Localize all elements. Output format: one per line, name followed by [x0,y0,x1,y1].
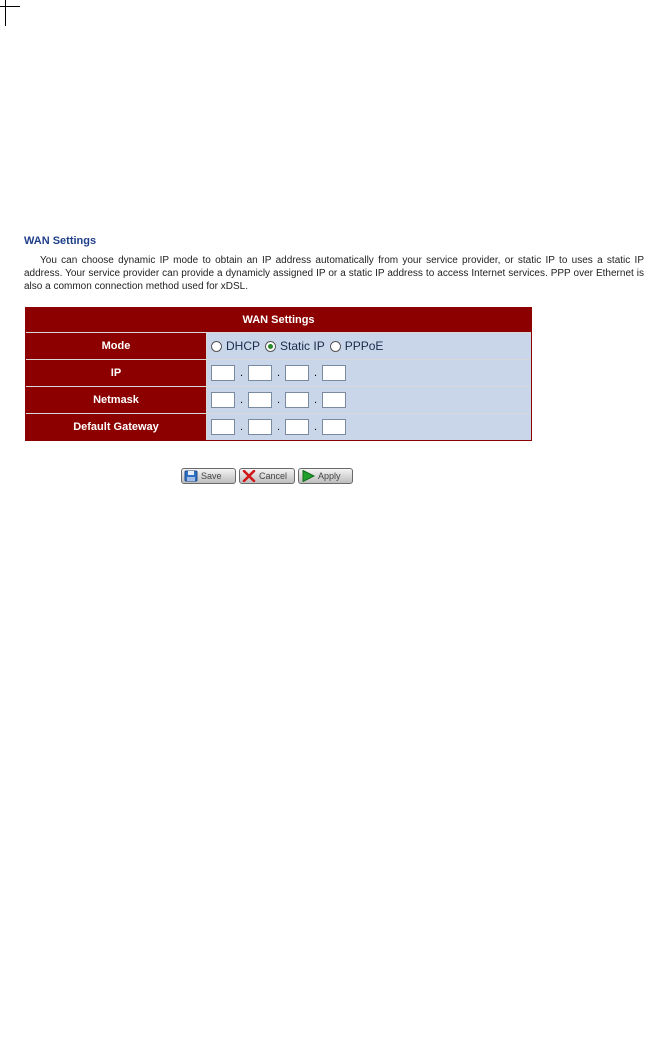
floppy-disk-icon [184,470,198,482]
ip-octet-1[interactable] [211,365,235,381]
mode-option-dhcp[interactable] [211,339,260,353]
page-title: WAN Settings [24,235,97,247]
gateway-octet-3[interactable] [285,419,309,435]
apply-button[interactable] [298,468,353,484]
mode-radio-group [211,339,531,353]
gateway-octet-2[interactable] [248,419,272,435]
gateway-row [26,414,531,440]
page-description: You can choose dynamic IP mode to obtain an IP address automatically from your service provider, or static IP to uses a static IP address. Your service provider can provide a dynamicly assigned IP or a static IP address to access Internet services. PPP over Ethernet is also a common connection method used for xDSL. [24,255,644,292]
ip-dot: . [276,367,281,379]
dhcp-label: DHCP [226,339,261,353]
ip-octet-4[interactable] [322,365,346,381]
ip-octet-3[interactable] [285,365,309,381]
netmask-dot: . [276,394,281,406]
mode-option-pppoe[interactable] [330,339,384,353]
static-ip-radio[interactable] [265,341,276,352]
cancel-button[interactable] [239,468,295,484]
cancel-label: Cancel [259,471,288,481]
wan-settings-table [25,307,532,441]
table-header: WAN Settings [26,308,531,333]
gateway-label: Default Gateway [26,414,207,440]
netmask-dot: . [239,394,244,406]
action-buttons [181,468,353,484]
apply-label: Apply [318,471,341,481]
dhcp-radio[interactable] [211,341,222,352]
mode-option-static-ip[interactable] [265,339,325,353]
ip-dot: . [313,367,318,379]
save-label: Save [201,471,222,481]
static-ip-label: Static IP [280,339,325,353]
page-corner-mark [0,0,20,26]
ip-row [26,360,531,387]
netmask-octet-2[interactable] [248,392,272,408]
netmask-octet-4[interactable] [322,392,346,408]
green-play-icon [301,470,315,482]
pppoe-radio[interactable] [330,341,341,352]
netmask-label: Netmask [26,387,207,414]
netmask-row [26,387,531,414]
gateway-input [211,419,531,435]
mode-label: Mode [26,333,207,360]
gateway-octet-1[interactable] [211,419,235,435]
ip-label: IP [26,360,207,387]
pppoe-label: PPPoE [344,339,384,353]
gateway-dot: . [276,421,281,433]
ip-address-input [211,365,531,381]
mode-row [26,333,531,360]
netmask-dot: . [313,394,318,406]
ip-dot: . [239,367,244,379]
gateway-dot: . [239,421,244,433]
netmask-input [211,392,531,408]
netmask-octet-3[interactable] [285,392,309,408]
save-button[interactable] [181,468,236,484]
ip-octet-2[interactable] [248,365,272,381]
gateway-dot: . [313,421,318,433]
red-x-icon [242,470,256,482]
gateway-octet-4[interactable] [322,419,346,435]
netmask-octet-1[interactable] [211,392,235,408]
